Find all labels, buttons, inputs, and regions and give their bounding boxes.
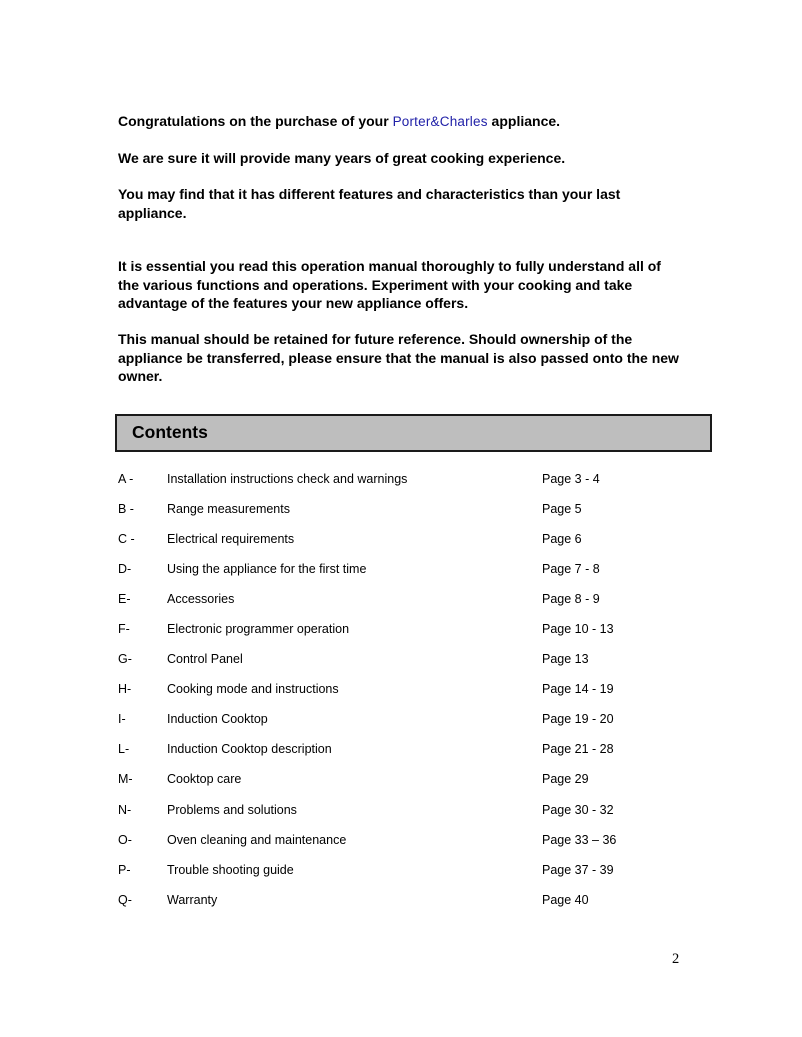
toc-row <box>118 893 684 923</box>
toc-letter: D- <box>118 561 132 576</box>
toc-title: Using the appliance for the first time <box>167 561 367 576</box>
toc-row <box>118 652 684 682</box>
toc-letter: G- <box>118 652 132 667</box>
toc-letter: F- <box>118 621 130 636</box>
intro-paragraph-3: You may find that it has different features and characteristics than your last appliance. <box>118 186 621 221</box>
toc-page: Page 3 - 4 <box>542 471 600 486</box>
toc-letter: B - <box>118 501 134 516</box>
toc-page: Page 14 - 19 <box>542 682 614 697</box>
toc-title: Cooktop care <box>167 772 242 787</box>
toc-letter: N- <box>118 802 132 817</box>
toc-row <box>118 592 684 622</box>
toc-title: Accessories <box>167 591 235 606</box>
toc-title: Trouble shooting guide <box>167 862 294 877</box>
toc-letter: C - <box>118 531 135 546</box>
page-content <box>118 112 684 923</box>
toc-row <box>118 863 684 893</box>
toc-page: Page 8 - 9 <box>542 591 600 606</box>
toc-title: Induction Cooktop description <box>167 742 332 757</box>
toc-page: Page 7 - 8 <box>542 561 600 576</box>
toc-title: Electrical requirements <box>167 531 295 546</box>
intro-paragraph-2: We are sure it will provide many years of great cooking experience. <box>118 150 566 166</box>
toc-title: Cooking mode and instructions <box>167 682 339 697</box>
toc-letter: O- <box>118 832 132 847</box>
brand-name: Porter&Charles <box>392 114 488 129</box>
toc-title: Electronic programmer operation <box>167 621 350 636</box>
toc-page: Page 33 – 36 <box>542 832 617 847</box>
toc-row <box>118 712 684 742</box>
toc-row <box>118 532 684 562</box>
toc-row <box>118 772 684 802</box>
toc-letter: L- <box>118 742 130 757</box>
toc-letter: A - <box>118 471 134 486</box>
toc-row <box>118 742 684 772</box>
intro-paragraph-4: It is essential you read this operation manual thoroughly to fully understand all of the various functions and operations. Experiment with your cooking and take advantage of the features your new appliance offers. <box>118 258 661 311</box>
toc-row <box>118 502 684 532</box>
toc-title: Problems and solutions <box>167 802 297 817</box>
toc-page: Page 19 - 20 <box>542 712 614 727</box>
toc-title: Range measurements <box>167 501 290 516</box>
contents-list <box>118 472 684 923</box>
toc-page: Page 5 <box>542 501 582 516</box>
contents-title: Contents <box>132 422 208 442</box>
toc-title: Installation instructions check and warnings <box>167 471 408 486</box>
toc-row <box>118 622 684 652</box>
toc-row <box>118 682 684 712</box>
toc-page: Page 10 - 13 <box>542 621 614 636</box>
toc-page: Page 40 <box>542 892 589 907</box>
toc-row <box>118 833 684 863</box>
contents-header <box>115 414 712 452</box>
intro-p1-before: Congratulations on the purchase of your <box>118 113 393 129</box>
intro-paragraph-5: This manual should be retained for future reference. Should ownership of the appliance be transferred, please ensure that the manual is also passed onto the new owner. <box>118 331 679 384</box>
toc-page: Page 30 - 32 <box>542 802 614 817</box>
toc-letter: I- <box>118 712 126 727</box>
toc-title: Warranty <box>167 892 218 907</box>
toc-title: Control Panel <box>167 652 243 667</box>
intro-p1-after: appliance. <box>487 113 561 129</box>
toc-page: Page 6 <box>542 531 582 546</box>
footer-page-number: 2 <box>672 951 680 967</box>
toc-row <box>118 472 684 502</box>
toc-letter: P- <box>118 862 131 877</box>
toc-letter: M- <box>118 772 133 787</box>
toc-title: Oven cleaning and maintenance <box>167 832 347 847</box>
toc-page: Page 37 - 39 <box>542 862 614 877</box>
toc-letter: E- <box>118 591 131 606</box>
toc-row <box>118 803 684 833</box>
toc-page: Page 21 - 28 <box>542 742 614 757</box>
toc-letter: H- <box>118 682 132 697</box>
toc-letter: Q- <box>118 892 132 907</box>
intro-paragraph-1 <box>118 112 684 132</box>
toc-page: Page 13 <box>542 652 589 667</box>
toc-page: Page 29 <box>542 772 589 787</box>
toc-title: Induction Cooktop <box>167 712 268 727</box>
toc-row <box>118 562 684 592</box>
